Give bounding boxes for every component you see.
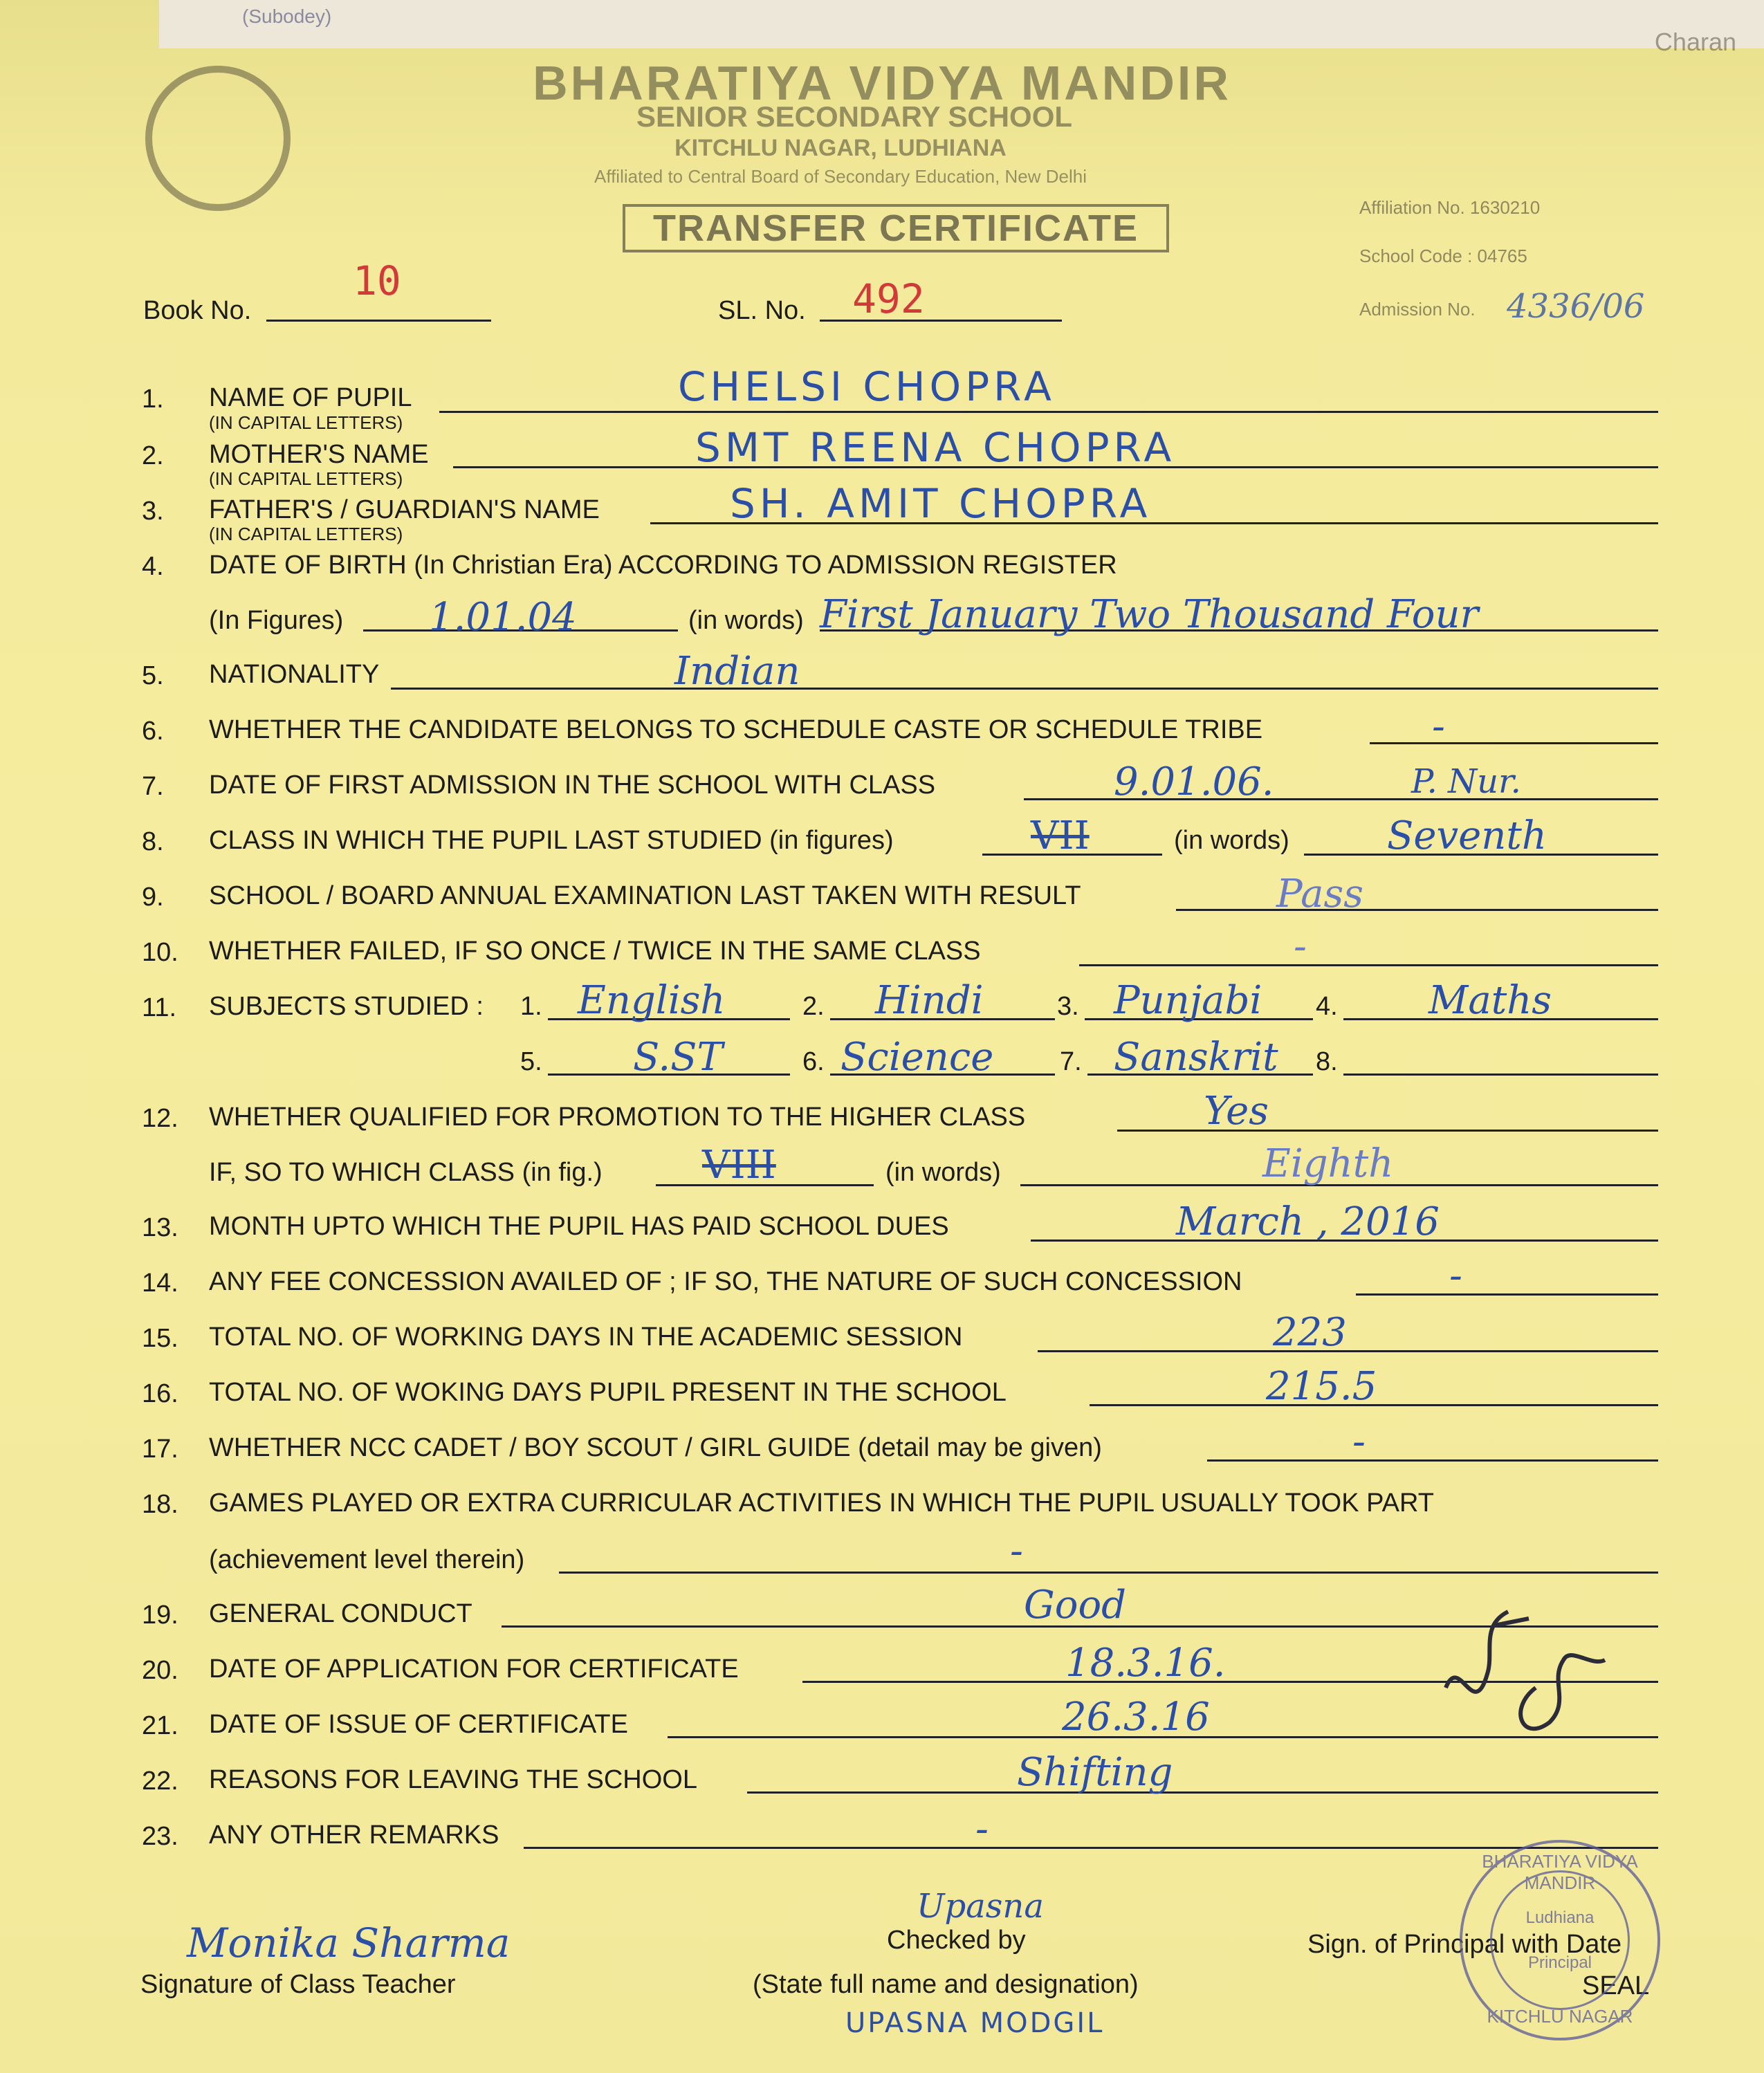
exam-result-line (1176, 909, 1658, 911)
seal-principal-text: Principal (1527, 1953, 1592, 1972)
issue-date-label: DATE OF ISSUE OF CERTIFICATE (209, 1710, 628, 1739)
row-number: 12. (142, 1104, 178, 1133)
caps-note: (IN CAPITAL LETTERS) (209, 524, 403, 544)
row-number: 13. (142, 1213, 178, 1242)
caste-label: WHETHER THE CANDIDATE BELONGS TO SCHEDULE CASTE OR SCHEDULE TRIBE (209, 715, 1263, 744)
mother-name-value: SMT REENA CHOPRA (695, 424, 1176, 471)
days-present-value: 215.5 (1266, 1364, 1377, 1409)
row-number: 22. (142, 1767, 178, 1796)
subject-number: 6. (802, 1047, 825, 1076)
promotion-class-figures: VIII (702, 1143, 776, 1188)
subject-2: Hindi (875, 978, 984, 1023)
row-number: 9. (142, 883, 164, 912)
row-number: 8. (142, 827, 164, 856)
subject-5: S.ST (633, 1035, 723, 1080)
school-subtitle: SENIOR SECONDARY SCHOOL (636, 100, 1073, 133)
admission-number: 4336/06 (1507, 287, 1645, 326)
subject-6: Science (840, 1035, 994, 1080)
school-address: KITCHLU NAGAR, LUDHIANA (674, 135, 1007, 161)
first-admission-label: DATE OF FIRST ADMISSION IN THE SCHOOL WITH CLASS (209, 771, 936, 800)
checked-by-note: (State full name and designation) (753, 1970, 1139, 1999)
book-no-line (266, 320, 491, 322)
ncc-value: - (1352, 1419, 1366, 1464)
promotion-class-label: IF, SO TO WHICH CLASS (in fig.) (209, 1158, 603, 1187)
subject-number: 8. (1316, 1047, 1338, 1076)
row-number: 18. (142, 1490, 178, 1519)
row-number: 5. (142, 661, 164, 690)
subject-number: 4. (1316, 992, 1338, 1021)
application-date-value: 18.3.16. (1065, 1641, 1226, 1686)
row-number: 20. (142, 1656, 178, 1685)
promotion-value: Yes (1204, 1089, 1269, 1134)
subject-number: 5. (520, 1047, 542, 1076)
school-name: BHARATIYA VIDYA MANDIR (533, 56, 1231, 110)
issue-date-value: 26.3.16 (1062, 1695, 1210, 1740)
working-days-value: 223 (1273, 1310, 1347, 1355)
pupil-name-line (439, 411, 1658, 413)
caps-note: (IN CAPITAL LETTERS) (209, 468, 403, 489)
subject-3: Punjabi (1114, 978, 1262, 1023)
promotion-line (1117, 1130, 1658, 1132)
book-no-value: 10 (353, 257, 401, 304)
concession-value: - (1449, 1253, 1462, 1298)
row-number: 16. (142, 1379, 178, 1408)
concession-line (1356, 1293, 1658, 1296)
failed-line (1079, 964, 1658, 966)
row-number: 14. (142, 1269, 178, 1298)
remarks-line (524, 1847, 1658, 1849)
games-label: GAMES PLAYED OR EXTRA CURRICULAR ACTIVITIES IN WHICH THE PUPIL USUALLY TOOK PART (209, 1489, 1434, 1518)
leaving-reason-line (747, 1791, 1658, 1794)
remarks-value: - (975, 1807, 989, 1852)
failed-value: - (1294, 924, 1307, 969)
row-number: 7. (142, 772, 164, 801)
dob-label: DATE OF BIRTH (In Christian Era) ACCORDING TO ADMISSION REGISTER (209, 551, 1117, 580)
last-class-words-label: (in words) (1174, 826, 1289, 855)
promotion-words-label: (in words) (885, 1158, 1001, 1187)
book-no-label: Book No. (143, 296, 252, 325)
achievement-line (559, 1572, 1658, 1574)
checked-by-name: UPASNA MODGIL (845, 2007, 1105, 2039)
seal-city-text: Ludhiana (1525, 1908, 1595, 1927)
subjects-label: SUBJECTS STUDIED : (209, 992, 484, 1021)
father-name-label: FATHER'S / GUARDIAN'S NAME (209, 495, 600, 524)
seal-top-text: BHARATIYA VIDYA MANDIR (1482, 1851, 1638, 1893)
first-admission-class: P. Nur. (1411, 762, 1521, 801)
row-number: 6. (142, 717, 164, 746)
row-number: 4. (142, 552, 164, 581)
achievement-value: - (1010, 1529, 1023, 1574)
top-strip-text: (Subodey) (242, 6, 332, 27)
promotion-label: WHETHER QUALIFIED FOR PROMOTION TO THE HIGHER CLASS (209, 1103, 1026, 1132)
dues-label: MONTH UPTO WHICH THE PUPIL HAS PAID SCHOOL DUES (209, 1212, 949, 1241)
dob-figures-label: (In Figures) (209, 606, 344, 635)
father-name-value: SH. AMIT CHOPRA (730, 480, 1152, 527)
leaving-reason-value: Shifting (1017, 1750, 1173, 1795)
nationality-value: Indian (674, 649, 800, 694)
subject-1: English (578, 978, 726, 1023)
subject-4: Maths (1428, 978, 1552, 1023)
subject-line (1343, 1074, 1658, 1076)
subject-number: 3. (1057, 992, 1079, 1021)
row-number: 15. (142, 1324, 178, 1353)
concession-label: ANY FEE CONCESSION AVAILED OF ; IF SO, THE NATURE OF SUCH CONCESSION (209, 1267, 1242, 1296)
school-code: School Code : 04765 (1359, 246, 1527, 266)
working-days-line (1038, 1350, 1658, 1352)
checked-by-signature: Upasna (917, 1887, 1044, 1926)
dues-value: March , 2016 (1176, 1199, 1440, 1244)
certificate-title: TRANSFER CERTIFICATE (623, 204, 1169, 252)
dob-words-value: First January Two Thousand Four (820, 592, 1479, 637)
first-admission-date: 9.01.06. (1114, 759, 1274, 804)
dob-figures-value: 1.01.04 (429, 595, 577, 640)
row-number: 2. (142, 441, 164, 470)
class-teacher-label: Signature of Class Teacher (140, 1970, 456, 1999)
subject-number: 7. (1060, 1047, 1082, 1076)
row-number: 17. (142, 1435, 178, 1464)
ncc-label: WHETHER NCC CADET / BOY SCOUT / GIRL GUIDE (detail may be given) (209, 1433, 1102, 1462)
seal-bottom-text: KITCHLU NAGAR (1487, 2006, 1633, 2027)
principal-label: Sign. of Principal with Date (1307, 1930, 1622, 1959)
caste-value: - (1432, 704, 1445, 749)
working-days-label: TOTAL NO. OF WORKING DAYS IN THE ACADEMIC SESSION (209, 1323, 963, 1352)
last-class-words: Seventh (1387, 813, 1547, 858)
conduct-label: GENERAL CONDUCT (209, 1599, 472, 1628)
dob-words-label: (in words) (688, 606, 804, 635)
subject-number: 1. (520, 992, 542, 1021)
promotion-words-value: Eighth (1262, 1141, 1394, 1186)
subject-7: Sanskrit (1114, 1035, 1278, 1080)
row-number: 23. (142, 1822, 178, 1851)
top-strip (159, 0, 1764, 48)
ncc-line (1207, 1459, 1658, 1462)
principal-signature-icon (1432, 1584, 1612, 1743)
pupil-name-value: CHELSI CHOPRA (678, 363, 1056, 410)
row-number: 11. (142, 993, 177, 1022)
caste-line (1370, 742, 1658, 744)
seal-label: SEAL (1582, 1971, 1650, 2000)
mother-name-label: MOTHER'S NAME (209, 440, 429, 469)
conduct-value: Good (1024, 1583, 1127, 1628)
class-teacher-signature: Monika Sharma (187, 1919, 511, 1966)
last-class-figures: VII (1031, 813, 1090, 858)
subject-number: 2. (802, 992, 825, 1021)
row-number: 1. (142, 385, 164, 414)
school-affiliation-line: Affiliated to Central Board of Secondary Education, New Delhi (594, 166, 1087, 187)
failed-label: WHETHER FAILED, IF SO ONCE / TWICE IN THE SAME CLASS (209, 937, 981, 966)
achievement-label: (achievement level therein) (209, 1545, 525, 1574)
remarks-label: ANY OTHER REMARKS (209, 1821, 499, 1850)
pupil-name-label: NAME OF PUPIL (209, 383, 412, 412)
exam-result-value: Pass (1276, 872, 1364, 916)
nationality-label: NATIONALITY (209, 660, 380, 689)
school-seal (1460, 1840, 1660, 2040)
row-number: 3. (142, 497, 164, 526)
sl-no-label: SL. No. (718, 296, 806, 325)
leaving-reason-label: REASONS FOR LEAVING THE SCHOOL (209, 1765, 697, 1794)
caps-note: (IN CAPITAL LETTERS) (209, 412, 403, 433)
exam-result-label: SCHOOL / BOARD ANNUAL EXAMINATION LAST TAKEN WITH RESULT (209, 881, 1081, 910)
row-number: 19. (142, 1601, 178, 1630)
row-number: 21. (142, 1711, 178, 1740)
admission-label: Admission No. (1359, 299, 1476, 320)
sl-no-value: 492 (852, 275, 925, 322)
affiliation-number: Affiliation No. 1630210 (1359, 197, 1541, 218)
checked-by-label: Checked by (887, 1926, 1026, 1955)
row-number: 10. (142, 938, 178, 967)
nationality-line (391, 688, 1658, 690)
corner-text: Charan (1654, 28, 1736, 56)
days-present-label: TOTAL NO. OF WOKING DAYS PUPIL PRESENT IN THE SCHOOL (209, 1378, 1007, 1407)
last-class-label: CLASS IN WHICH THE PUPIL LAST STUDIED (in figures) (209, 826, 894, 855)
application-date-label: DATE OF APPLICATION FOR CERTIFICATE (209, 1655, 739, 1684)
